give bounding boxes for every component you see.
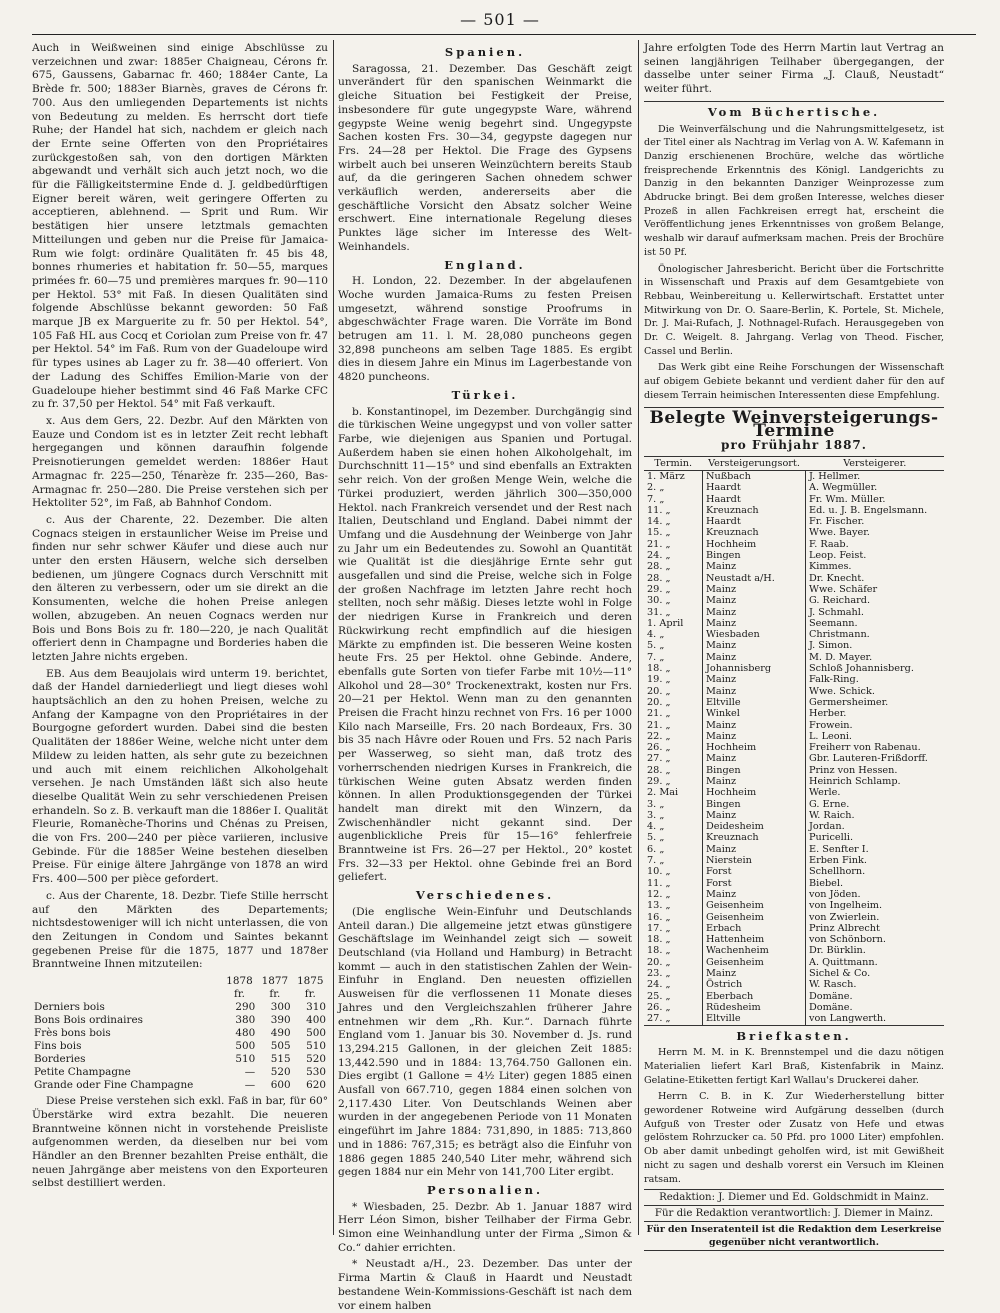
section-heading-tuerkei: Türkei. <box>451 387 519 402</box>
auction-date: 7. „ <box>644 494 703 505</box>
auction-date: 28. „ <box>644 573 703 584</box>
auction-place: Mainz <box>703 844 806 855</box>
auction-place: Wachenheim <box>703 945 806 956</box>
auctioneer: Freiherr von Rabenau. <box>809 742 921 754</box>
auction-place: Eltville <box>703 697 806 708</box>
auction-place: Östrich <box>703 979 806 990</box>
section-heading-spanien: Spanien. <box>444 45 526 59</box>
auctioneer: Germersheimer. <box>809 696 889 708</box>
unit-header: fr. <box>304 988 316 1001</box>
table-row: Fins bois 500 505 510 <box>34 1040 326 1053</box>
table-row <box>644 821 944 832</box>
auction-date: 20. „ <box>644 686 703 697</box>
section-heading-verschiedenes: Verschiedenes. <box>415 888 555 903</box>
auctioneer: J. Schmahl. <box>809 606 864 618</box>
table-row <box>644 629 944 640</box>
table-row <box>644 923 944 934</box>
section-heading-briefkasten: Briefkasten. <box>736 1028 852 1043</box>
auctioneer: Sichel & Co. <box>809 968 871 980</box>
section-heading-england: England. <box>444 257 526 272</box>
imprint-editors: Redaktion: J. Diemer und Ed. Goldschmidt in Mainz. <box>644 1190 944 1206</box>
column-3 <box>644 42 944 1252</box>
auctioneer: J. Simon. <box>809 640 853 652</box>
auction-date: 31. „ <box>644 607 703 618</box>
table-row <box>644 652 944 663</box>
table-row <box>644 753 944 764</box>
auction-date: 29. „ <box>644 776 703 787</box>
table-row: Petite Champagne — 520 530 <box>34 1066 326 1079</box>
table-row <box>644 810 944 821</box>
auctioneer: Heinrich Schlamp. <box>809 776 901 787</box>
auction-date: 28. „ <box>644 765 703 776</box>
auctioneer: Puricelli. <box>809 832 854 844</box>
paragraph-spanien: Saragossa, 21. Dezember. Das Geschäft zeigt unverändert für den spanischen Weinmarkt die gleiche Situation bei Festigkeit der Preise, insbesondere für gute ungegypste Ware, während gegypste Weine wenig begehrt sind. Ungegypste Sachen kosten Frs. 30—34, gegypste dagegen nur Frs. 24—28 per Hektol. Die Frage des Gypsens wirbelt auch bei unseren Weinzüchtern bereits Staub auf, da die geringeren Sachen ohnedem schwer verkäuflich werden, andererseits aber die geschäftliche Vorsicht den Absatz solcher Weine erschwert. Eine internationale Regelung dieses Punktes läge sicher im Interesse des Welt-Weinhandels. <box>338 62 632 253</box>
auction-place: Nierstein <box>703 855 806 866</box>
auctioneer: L. Leoni. <box>809 730 853 742</box>
auction-table <box>644 456 944 1026</box>
auction-date: 18. „ <box>644 945 703 956</box>
auction-date: 22. „ <box>644 731 703 742</box>
auction-place: Haardt <box>703 516 806 527</box>
auction-place: Bingen <box>703 799 806 810</box>
auctioneer: Dr. Bürklin. <box>809 945 866 957</box>
table-row <box>644 934 944 945</box>
auction-place: Mainz <box>703 607 806 618</box>
auctioneer: Gbr. Lauteren-Frißdorff. <box>809 753 928 765</box>
auction-place: Winkel <box>703 708 806 719</box>
auctioneer: Domäne. <box>809 990 853 1002</box>
unit-header: fr. <box>269 988 281 1001</box>
table-row <box>644 470 944 482</box>
auction-date: 24. „ <box>644 979 703 990</box>
auction-date: 12. „ <box>644 889 703 900</box>
table-row <box>644 945 944 956</box>
paragraph-gers: x. Aus dem Gers, 22. Dezbr. Auf den Märkten von Eauze und Condom ist es in letzter Zeit recht lebhaft hergegangen und können daraufhin folgende Preisnotierungen gemeldet werden: 1886er Haut Armagnac fr. 225—250, Ténarèze fr. 235—260, Bas-Armagnac fr. 250—280. Die Preise verstehen sich per Hektoliter 52°, im Faß, ab Bahnhof Condom. <box>32 414 328 510</box>
table-row <box>644 968 944 979</box>
table-row <box>644 957 944 968</box>
auction-date: 21. „ <box>644 720 703 731</box>
table-row <box>644 900 944 911</box>
auctioneer: A. Wegmüller. <box>809 482 878 494</box>
top-rule <box>32 34 976 35</box>
auction-date: 28. „ <box>644 561 703 572</box>
auction-date: 11. „ <box>644 505 703 516</box>
table-row <box>644 618 944 629</box>
auction-place: Mainz <box>703 753 806 764</box>
paragraph-bordeaux: Auch in Weißweinen sind einige Abschlüsse zu verzeichnen und zwar: 1885er Chaigneau, Cérons fr. 675, Gaussens, Gabarnac fr. 460; 1884er Cante, La Brède fr. 500; 1883er Biarnès, graves de Cérons fr. 700. Aus den umliegenden Departements ist nichts von Bedeutung zu melden. Es herrscht dort tiefe Ruhe; der Handel hat sich, nachdem er gleich nach der Ernte seine Offerten von den Propriétaires zurückgestoßen sah, von den dortigen Märkten abgewandt und verhält sich auch jetzt noch, wo die für die Fälligkeitstermine Ende d. J. geldbedürftigen Eigner bereit wären, weit geringere Offerten zu acceptieren, ablehnend. — Sprit und Rum. Wir bestätigen hier unsere letztmals gemachten Mitteilungen und geben nur die Preise für Jamaica-Rum wie folgt: ordinäre Qualitäten fr. 45 bis 48, bonnes rhumeries et habitation fr. 50—55, marques primées fr. 60—75 und premières marques fr. 90—110 per Hektol. 53° mit Faß. In diesen Qualitäten sind folgende Abschlüsse bekannt geworden: 50 Faß marque JB ex Marguerite zu fr. 50 per Hektol. 54°, 105 Faß HL aus Cocq et Coriolan zum Preise von fr. 47 per Hektol. 54° im Faß. Rum von der Guadeloupe wird für types usines ab Lager zu fr. 38—40 offeriert. Von der Ladung des Schiffes Emilion-Marie von der Guadeloupe hieher bestimmt sind 46 Faß Marke CFC zu fr. 37,50 per Hektol. 54° mit Faß verkauft. <box>32 42 328 411</box>
auctioneer: von Ingelheim. <box>809 900 883 912</box>
table-row <box>644 607 944 618</box>
table-row: Grande oder Fine Champagne — 600 620 <box>34 1079 326 1092</box>
table-row <box>644 799 944 810</box>
auction-place: Eltville <box>703 1013 806 1025</box>
table-row <box>644 674 944 685</box>
auction-date: 14. „ <box>644 516 703 527</box>
auction-place: Mainz <box>703 731 806 742</box>
table-row <box>644 663 944 674</box>
table-row <box>644 889 944 900</box>
section-heading-buecher: Vom Büchertische. <box>707 104 881 119</box>
table-row <box>644 527 944 538</box>
imprint-responsible: Für die Redaktion verantwortlich: J. Diemer in Mainz. <box>644 1206 944 1222</box>
auctioneer: Erben Fink. <box>809 855 867 867</box>
auctioneer: J. Hellmer. <box>809 470 861 482</box>
brandy-price-table <box>32 975 328 1092</box>
auction-date: 1. März <box>644 470 703 482</box>
auction-date: 15. „ <box>644 527 703 538</box>
column-header: Termin. <box>644 456 703 470</box>
auctioneer: Wwe. Schick. <box>809 685 875 697</box>
table-row <box>644 573 944 584</box>
column-2 <box>338 42 632 1312</box>
column-divider-1 <box>333 40 334 1235</box>
auction-place: Hattenheim <box>703 934 806 945</box>
auction-date: 6. „ <box>644 844 703 855</box>
auction-date: 23. „ <box>644 968 703 979</box>
auction-place: Mainz <box>703 618 806 629</box>
auction-place: Mainz <box>703 674 806 685</box>
table-row: Borderies 510 515 520 <box>34 1053 326 1066</box>
auction-place: Bingen <box>703 765 806 776</box>
table-row <box>644 855 944 866</box>
paragraph-briefkasten: Herrn C. B. in K. Zur Wiederherstellung bitter gewordener Rotweine wird Aufgärung desselben (durch Aufguß von Trester oder Zusatz von Hefe und etwas gelöstem Rohrzucker ca. 50 Pfd. pro 1000 Liter) empfohlen. Ob aber damit unbedingt geholfen wird, ist mit Gewißheit nicht zu sagen und deshalb vorerst ein Versuch im Kleinen ratsam. <box>644 1091 944 1185</box>
table-row <box>644 765 944 776</box>
auction-date: 20. „ <box>644 957 703 968</box>
table-row <box>644 482 944 493</box>
column-header: Versteigerungsort. <box>703 456 806 470</box>
paragraph-buecher: Das Werk gibt eine Reihe Forschungen der Wissenschaft auf obigem Gebiete bekannt und verdient daher für den auf diesem Terrain heimischen Interessenten diese Empfehlung. <box>644 362 944 401</box>
auction-date: 20. „ <box>644 697 703 708</box>
auction-date: 16. „ <box>644 912 703 923</box>
auction-date: 7. „ <box>644 652 703 663</box>
auction-place: Kreuznach <box>703 505 806 516</box>
table-row <box>644 1013 944 1025</box>
paragraph-buecher: Die Weinverfälschung und die Nahrungsmittelgesetz, ist der Titel einer als Nachtrag im Verlag von A. W. Kafemann in Danzig erschienenen Brochüre, welche das wörtliche freisprechende Erkenntnis des Königl. Landgerichts zu Danzig in den bekannten Danziger Weinprozesse zum Abdrucke bringt. Bei dem großen Interesse, welches dieser Prozeß in allen Fachkreisen erregt hat, erscheint die Veröffentlichung jenes Erkenntnisses von großem Belange, weshalb wir darauf aufmerksam machen. Preis der Brochüre ist 50 Pf. <box>644 123 944 258</box>
year-header: 1875 <box>297 975 324 988</box>
auction-date: 26. „ <box>644 1002 703 1013</box>
auction-place: Geisenheim <box>703 900 806 911</box>
table-row <box>644 991 944 1002</box>
paragraph-continuation: Jahre erfolgten Tode des Herrn Martin laut Vertrag an seinen langjährigen Teilhaber übergegangen, der dasselbe unter seiner Firma „J. Clauß, Neustadt“ weiter führt. <box>644 42 944 96</box>
auction-place: Geisenheim <box>703 912 806 923</box>
year-header: 1877 <box>261 975 289 988</box>
paragraph-beaujolais: EB. Aus dem Beaujolais wird unterm 19. berichtet, daß der Handel darniederliegt und liegt dieses wohl hauptsächlich an den zu hohen Preisen, welche zu Anfang der Kampagne von den Propriétaires in der Bourgogne gefordert wurden. Dabei sind die besten Qualitäten der 1886er Weine, welche nicht unter dem Mildew zu leiden hatten, als sehr gute zu bezeichnen und auch mit einem reichlichen Alkoholgehalt versehen. Je nach Umständen läßt sich also heute dieselbe Qualität Wein zu sehr verschiedenen Preisen erhandeln. So z. B. verkauft man die 1886er I. Qualität Fleurie, Romanèche-Thorins und Chénas zu Preisen, die von Frs. 200—240 per pièce variieren, inclusive Gebinde. Für die 1885er Weine bestehen dieselben Preise. Für einige ältere Jahrgänge von 1878 an wird Frs. 400—500 per pièce gefordert. <box>32 667 328 886</box>
auction-place: Hochheim <box>703 742 806 753</box>
paragraph-verschiedenes: (Die englische Wein-Einfuhr und Deutschlands Anteil daran.) Die allgemeine jetzt etwas günstigere Geschäftslage im Weinhandel zeigt sich — soweit Deutschland (via Holland und Hamburg) in Betracht kommt — auch in den statistischen Zahlen der Wein-Einfuhr in England. Den neuesten offiziellen Ausweisen für die verflossenen 11 Monate dieses Jahres und den Vergleichszahlen früherer Jahre entnehmen wir dem „Rh. Kur.“. Darnach führte England vom 1. Januar bis 30. November d. Js. rund 13,294.215 Gallonen, in der gleichen Zeit 1885: 13,442.590 und in 1884: 13,764.750 Gallonen ein. Dies ergibt (1 Gallone = 4½ Liter) gegen 1885 einen Ausfall von 667.710, gegen 1884 einen solchen von 2,117.430 Liter. Von Deutschlands Weinen aber wurden in der angegebenen Periode von 11 Monaten eingeführt im Jahre 1884: 731,890, in 1885: 713,860 und in 1886: 767,315; es beträgt also die Einfuhr von 1886 gegen 1885 240,540 Liter mehr, während sich gegen 1884 nur ein Mehr von 141,700 Liter ergibt. <box>338 905 632 1179</box>
auction-table-subtitle: pro Frühjahr 1887. <box>721 437 867 452</box>
auction-date: 2. Mai <box>644 787 703 798</box>
auction-date: 3. „ <box>644 799 703 810</box>
column-divider-2 <box>638 40 639 1235</box>
paragraph-charente-2: c. Aus der Charente, 18. Dezbr. Tiefe Stille herrscht auf den Märkten des Departements; nichtsdestoweniger will ich nicht unterlassen, die von den Zeitungen in Condom und Saintes bekannt gegebenen Preise für die 1875, 1877 und 1878er Branntweine Ihnen mitzuteilen: <box>32 889 328 971</box>
auction-date: 30. „ <box>644 595 703 606</box>
auctioneer: Wwe. Schäfer <box>809 583 878 595</box>
auctioneer: Prinz Albrecht <box>809 922 880 934</box>
auction-place: Bingen <box>703 550 806 561</box>
auction-place: Geisenheim <box>703 957 806 968</box>
auction-date: 27. „ <box>644 1013 703 1025</box>
auction-place: Hochheim <box>703 539 806 550</box>
auction-date: 24. „ <box>644 550 703 561</box>
table-row <box>644 584 944 595</box>
page-number: — 501 — <box>460 10 540 29</box>
auctioneer: Frowein. <box>809 719 853 731</box>
auction-place: Johannisberg <box>703 663 806 674</box>
table-row <box>644 505 944 516</box>
auction-table-title: Belegte Weinversteigerungs-Termine <box>649 407 939 442</box>
auction-place: Mainz <box>703 720 806 731</box>
auction-date: 3. „ <box>644 810 703 821</box>
auctioneer: Wwe. Bayer. <box>809 527 870 539</box>
auction-place: Mainz <box>703 686 806 697</box>
unit-header: fr. <box>234 988 245 1001</box>
auctioneer: Herber. <box>809 708 847 720</box>
paragraph-personalien: * Wiesbaden, 25. Dezbr. Ab 1. Januar 1887 wird Herr Léon Simon, bisher Teilhaber der Firma Gebr. Simon eine Weinhandlung unter der Firma „Simon & Co.“ dahier errichten. <box>338 1200 632 1254</box>
auctioneer: Prinz von Hessen. <box>809 764 898 776</box>
table-row <box>644 539 944 550</box>
auctioneer: Leop. Feist. <box>809 550 867 562</box>
auction-date: 13. „ <box>644 900 703 911</box>
auction-date: 29. „ <box>644 584 703 595</box>
auctioneer: Falk-Ring. <box>809 674 859 686</box>
table-row <box>644 516 944 527</box>
table-row <box>644 1002 944 1013</box>
table-row <box>644 878 944 889</box>
auction-date: 5. „ <box>644 640 703 651</box>
imprint-disclaimer: Für den Inseratenteil ist die Redaktion dem Leserkreise gegenüber nicht verantwortlich. <box>644 1222 944 1251</box>
auctioneer: W. Rasch. <box>809 979 857 991</box>
section-heading-personalien: Personalien. <box>426 1182 544 1197</box>
auction-date: 26. „ <box>644 742 703 753</box>
auction-place: Mainz <box>703 640 806 651</box>
auction-place: Mainz <box>703 561 806 572</box>
auctioneer: Jordan. <box>809 821 845 833</box>
table-row <box>644 912 944 923</box>
table-row <box>644 686 944 697</box>
paragraph-personalien: * Neustadt a/H., 23. Dezember. Das unter der Firma Martin & Clauß in Haardt und Neustadt bestandene Wein-Kommissions-Geschäft ist nach dem vor einem halben <box>338 1258 632 1312</box>
auctioneer: Biebel. <box>809 877 844 889</box>
table-row: Bons Bois ordinaires 380 390 400 <box>34 1014 326 1027</box>
paragraph-england: H. London, 22. Dezember. In der abgelaufenen Woche wurden Jamaica-Rums zu festen Preisen umgesetzt, während sonstige Proofrums in abgeschwächter Frage waren. Die Vorräte im Bond betrugen am 11. l. M. 28,080 puncheons gegen 32,898 puncheons am selben Tage 1885. Es ergibt dies in diesem Jahre ein Minus im Lagerbestande von 4820 puncheons. <box>338 275 632 384</box>
table-row: Derniers bois 290 300 310 <box>34 1001 326 1014</box>
auction-place: Mainz <box>703 595 806 606</box>
auction-place: Mainz <box>703 652 806 663</box>
table-row <box>644 494 944 505</box>
auctioneer: von Zwierlein. <box>809 911 880 923</box>
auction-date: 18. „ <box>644 934 703 945</box>
auction-place: Eberbach <box>703 991 806 1002</box>
table-row <box>644 708 944 719</box>
table-row <box>644 866 944 877</box>
table-row <box>644 832 944 843</box>
table-row <box>644 787 944 798</box>
auctioneer: Fr. Wm. Müller. <box>809 493 886 505</box>
auctioneer: Werle. <box>809 787 841 799</box>
auctioneer: Ed. u. J. B. Engelsmann. <box>809 504 928 516</box>
auction-place: Nußbach <box>703 470 806 482</box>
auctioneer: von Langwerth. <box>806 1013 945 1025</box>
auction-place: Rüdesheim <box>703 1002 806 1013</box>
auction-date: 5. „ <box>644 832 703 843</box>
table-row <box>644 844 944 855</box>
auctioneer: Schellhorn. <box>809 866 866 878</box>
auction-place: Kreuznach <box>703 832 806 843</box>
auction-date: 1. April <box>644 618 703 629</box>
auction-date: 7. „ <box>644 855 703 866</box>
auction-place: Mainz <box>703 968 806 979</box>
auction-date: 4. „ <box>644 629 703 640</box>
auctioneer: von Jöden. <box>809 888 861 900</box>
auction-place: Neustadt a/H. <box>703 573 806 584</box>
auction-date: 25. „ <box>644 991 703 1002</box>
paragraph-briefkasten: Herrn M. M. in K. Brennstempel und die dazu nötigen Materialien liefert Karl Braß, Kistenfabrik in Mainz. Gelatine-Etiketten fertigt Karl Wallau's Druckerei daher. <box>644 1047 944 1086</box>
auctioneer: E. Senfter I. <box>809 843 869 855</box>
auctioneer: von Schönborn. <box>809 934 886 946</box>
auctioneer: Dr. Knecht. <box>809 572 865 584</box>
auctioneer: Schloß Johannisberg. <box>809 663 914 675</box>
auctioneer: Seemann. <box>809 617 858 629</box>
auction-place: Wiesbaden <box>703 629 806 640</box>
table-row <box>644 731 944 742</box>
auction-date: 11. „ <box>644 878 703 889</box>
table-row <box>644 550 944 561</box>
auction-date: 2. „ <box>644 482 703 493</box>
auction-date: 21. „ <box>644 708 703 719</box>
column-header: Versteigerer. <box>806 456 945 470</box>
table-row: Frès bons bois 480 490 500 <box>34 1027 326 1040</box>
auction-place: Mainz <box>703 776 806 787</box>
paragraph-charente-1: c. Aus der Charente, 22. Dezember. Die alten Cognacs steigen in erstaunlicher Weise im Preise und finden nur sehr schwer Käufer und diese auch nur unter den ersten Häusern, welche sich derselben bedienen, um jüngere Cognacs durch Verschnitt mit den älteren zu verbessern, oder um sie direkt an die Konsumenten, welche die hohen Preise anlegen wollen, abzugeben. An neuen Cognacs werden nur Bois und Bons Bois zu fr. 180—220, je nach Qualität offeriert denn in Champagne und Borderies haben die letzten Jahre nichts ergeben. <box>32 513 328 663</box>
auctioneer: A. Quittmann. <box>809 956 878 968</box>
auction-date: 18. „ <box>644 663 703 674</box>
auctioneer: G. Erne. <box>809 798 850 810</box>
auction-date: 27. „ <box>644 753 703 764</box>
auction-place: Mainz <box>703 889 806 900</box>
auctioneer: W. Raich. <box>809 809 855 821</box>
table-row <box>644 979 944 990</box>
year-header: 1878 <box>226 975 253 988</box>
auction-date: 17. „ <box>644 923 703 934</box>
paragraph-buecher: Önologischer Jahresbericht. Bericht über die Fortschritte in Wissenschaft und Praxis auf dem Gesamtgebiete von Rebbau, Weinbereitung u. Kellerwirtschaft. Erstattet unter Mitwirkung von Dr. O. Saare-Berlin, K. Portele, St. Michele, Dr. J. Mai-Rufach, J. Nothnagel-Rufach. Herausgegeben von Dr. C. Weigelt. 8. Jahrgang. Verlag von Theod. Fischer, Cassel und Berlin. <box>644 263 944 357</box>
table-row <box>644 561 944 572</box>
table-row <box>644 640 944 651</box>
paragraph-tuerkei: b. Konstantinopel, im Dezember. Durchgängig sind die türkischen Weine ungegypst und von voller satter Farbe, wie diejenigen aus Spanien und Portugal. Außerdem haben sie einen hohen Alkoholgehalt, im Durchschnitt 11—15° und sind ebenfalls an Extrakten sehr reich. Von der großen Menge Wein, welche die Türkei produziert, werden jährlich 300—350,000 Hektol. nach Frankreich versendet und der Rest nach Italien, Deutschland und England. Dabei nimmt der Umfang und die Ausdehnung der Weinberge von Jahr zu Jahr um ein Bedeutendes zu. Sowohl an Quantität wie Qualität ist die diesjährige Ernte sehr gut ausgefallen und sind die Preise, welche sich in Folge der großen Nachfrage im letzten Jahre recht hoch stellten, noch sehr mäßig. Dieses letzte wohl in Folge der niedrigen Kurse in Frankreich und deren Rückwirkung recht empfindlich auf die hiesigen Märkte zu empfinden ist. Die besseren Weine kosten heute Frs. 25 per Hektol. ohne Gebinde. Andere, ebenfalls gute Sorten von tiefer Farbe mit 10½—11° Alkohol und 28—30° Trockenextrakt, kosten nur Frs. 20—21 per Hektol. Wenn man zu den genannten Preisen die Fracht hinzu rechnet von Frs. 16 per 1000 Kilo nach Marseille, Frs. 20 nach Bordeaux, Frs. 30 bis 35 nach Hâvre oder Rouen und Frs. 52 nach Paris per Wasserweg, so sieht man, daß trotz des vorherrschenden niedrigen Kurses in Frankreich, die türkischen Weine guten Absatz werden finden können. In allen Produktionsgegenden der Türkei handelt man direkt mit den Winzern, da Zwischenhändler nicht gekannt sind. Der augenblickliche Preis für 15—16° fehlerfreie Branntweine ist Frs. 26—27 per Hektol., 20° kostet Frs. 32—33 per Hektol. ohne Gebinde frei an Bord geliefert. <box>338 405 632 884</box>
auction-date: 21. „ <box>644 539 703 550</box>
auction-place: Erbach <box>703 923 806 934</box>
auction-date: 10. „ <box>644 866 703 877</box>
auctioneer: Fr. Fischer. <box>809 516 865 528</box>
paragraph-closing: Diese Preise verstehen sich exkl. Faß in bar, für 60° Überstärke wird extra bezahlt. Die neueren Branntweine können nicht in vorstehende Preisliste aufgenommen werden, da dieselben nur bei vom Händler an den Brenner bezahlten Preise enthält, die neuen Jahrgänge aber meistens von den Exporteuren selbst destilliert werden. <box>32 1095 328 1190</box>
table-row <box>644 776 944 787</box>
column-1 <box>32 42 328 1232</box>
imprint <box>644 1189 944 1251</box>
auctioneer: G. Reichard. <box>809 595 871 607</box>
table-row <box>644 742 944 753</box>
table-row <box>644 720 944 731</box>
auction-place: Kreuznach <box>703 527 806 538</box>
divider <box>644 101 944 102</box>
auction-place: Hochheim <box>703 787 806 798</box>
auction-place: Deidesheim <box>703 821 806 832</box>
auction-date: 4. „ <box>644 821 703 832</box>
auction-place: Haardt <box>703 494 806 505</box>
auction-place: Mainz <box>703 584 806 595</box>
table-row <box>644 697 944 708</box>
auctioneer: Christmann. <box>809 629 870 641</box>
auctioneer: Domäne. <box>809 1001 853 1013</box>
auction-place: Haardt <box>703 482 806 493</box>
auctioneer: M. D. Mayer. <box>809 651 873 663</box>
auction-place: Mainz <box>703 810 806 821</box>
auctioneer: F. Raab. <box>809 538 849 550</box>
auction-place: Forst <box>703 878 806 889</box>
auction-place: Forst <box>703 866 806 877</box>
auctioneer: Kimmes. <box>809 561 852 573</box>
auction-date: 19. „ <box>644 674 703 685</box>
table-row <box>644 595 944 606</box>
